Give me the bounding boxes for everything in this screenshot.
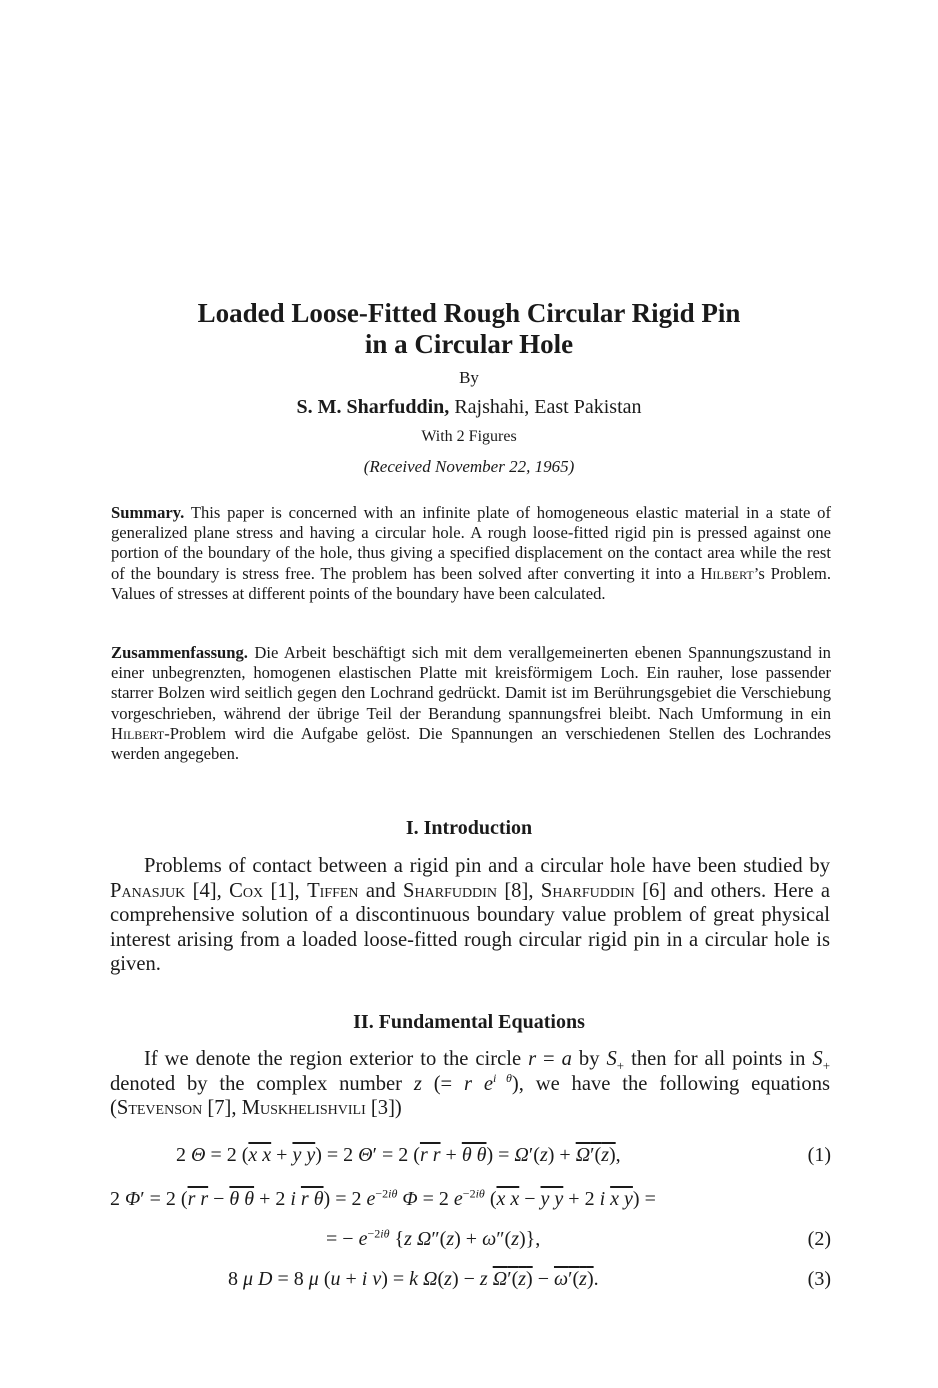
paper-title (0, 298, 938, 360)
equation-2-line-2: = − $e^{-2i\theta}$ {z Ω″(z) + ω″(z)}, (326, 1226, 541, 1250)
figures-note: With 2 Figures (421, 428, 517, 445)
cite-7: [7], (207, 1097, 237, 1120)
ref-stevenson: Stevenson (116, 1097, 203, 1120)
zusammenfassung-label: Zusammenfassung. (111, 643, 248, 662)
ref-sharfuddin: Sharfuddin (403, 879, 497, 902)
equation-1: 2 Θ = 2 (x x + y y) = 2 Θ′ = 2 (r r + θ θ) = Ω′(z) + Ω′(z), (176, 1144, 621, 1166)
equation-2-line-1: 2 Φ′ = 2 (r r − θ θ + 2 i r θ) = 2 $e^{-2i\theta}$ Φ = 2 $e^{-2i\theta}$ (x x − y y + 2 i x y) = (110, 1186, 656, 1210)
zusammenfassung-tail: -Problem wird die Aufgabe gelöst. Die Spannungen an verschiedenen Stellen des Lochrandes werden angegeben. (111, 723, 831, 764)
equation-2-number: (2) (807, 1228, 831, 1250)
cite-1: [1], (270, 879, 300, 902)
author-name: S. M. Sharfuddin, (296, 396, 450, 418)
title-line-1: Loaded Loose-Fitted Rough Circular Rigid Pin (197, 298, 741, 328)
ref-tiffen: Tiffen (307, 879, 359, 902)
fund-text-4: we have the following equations ( (110, 1072, 831, 1120)
ref-cox: Cox (229, 879, 264, 902)
section-heading-fundamental-equations: II. Fundamental Equations (353, 1011, 585, 1033)
summary-text: This paper is concerned with an infinite plate of homogeneous elastic material in a state of generalized plane stress and having a circular hole. A rough loose-fitted rigid pin is pressed against one portion of the boundary of the hole, thus giving a specified displacement on the contact area while the rest of the boundary is stress free. The problem has been solved after converting it into a (111, 503, 831, 583)
cite-3: [3]) (370, 1097, 402, 1120)
byline: By (459, 368, 479, 387)
equation-3: 8 μ D = 8 μ (u + i v) = k Ω(z) − z Ω′(z) − ω′(z). (228, 1268, 599, 1290)
summary-hilbert: Hilbert (700, 563, 754, 583)
intro-and: and (365, 879, 396, 902)
zusammenfassung-hilbert: Hilbert (111, 723, 165, 743)
fund-text-1: If we denote the region exterior to the circle (144, 1048, 522, 1070)
introduction-paragraph (110, 854, 830, 977)
summary-paragraph (111, 503, 831, 604)
summary-label: Summary. (111, 503, 185, 522)
ref-panasjuk: Panasjuk (110, 879, 186, 902)
received-date: (Received November 22, 1965) (363, 457, 575, 476)
zusammenfassung-paragraph (111, 643, 831, 764)
section-heading-introduction: I. Introduction (405, 817, 533, 839)
ref-sharfuddin-2: Sharfuddin (540, 879, 635, 902)
equation-3-number: (3) (807, 1268, 831, 1290)
fund-text-3: denoted by the complex number (110, 1072, 403, 1095)
intro-tail: [6] and others. Here a comprehensive solution of a discontinuous boundary value problem of great physical interest arising from a loaded loose-fitted rough circular rigid pin in a circular hole is given. (110, 879, 830, 976)
summary-tail: ’s Problem. Values of stresses at different points of the boundary have been calculated. (111, 563, 831, 603)
cite-8: [8], (504, 879, 534, 902)
title-line-2: in a Circular Hole (364, 329, 574, 359)
ref-muskhelishvili: Muskhelishvili (241, 1097, 366, 1120)
zusammenfassung-text: Die Arbeit beschäftigt sich mit dem verallgemeinerten ebenen Spannungszustand in einer unbegrenzten, homogenen elastischen Platte mit kreisförmigem Loch. Ein rauher, lose passender starrer Bolzen wird seitlich gegen den Lochrand gedrückt. Damit ist im Berührungsgebiet die Verschiebung vorgeschrieben, während der übrige Teil der Berandung spannungsfrei bleibt. Nach Umformung in ein (111, 643, 831, 723)
fundamental-paragraph: If we denote the region exterior to the circle r = a by $S_+$ then for all points in $S_+$ denoted by the complex number z (= r $e^{i \theta}$), we have the following equations (Stevenson [7], Muskhelishvili [3]) (110, 1048, 831, 1120)
equation-1-number: (1) (807, 1144, 831, 1166)
intro-text: Problems of contact between a rigid pin and a circular hole have been studied by (144, 855, 830, 877)
fund-text-2: then for all points in (631, 1048, 806, 1070)
cite-4: [4], (192, 879, 222, 902)
author-line (0, 396, 938, 419)
author-affiliation: Rajshahi, East Pakistan (454, 396, 642, 418)
